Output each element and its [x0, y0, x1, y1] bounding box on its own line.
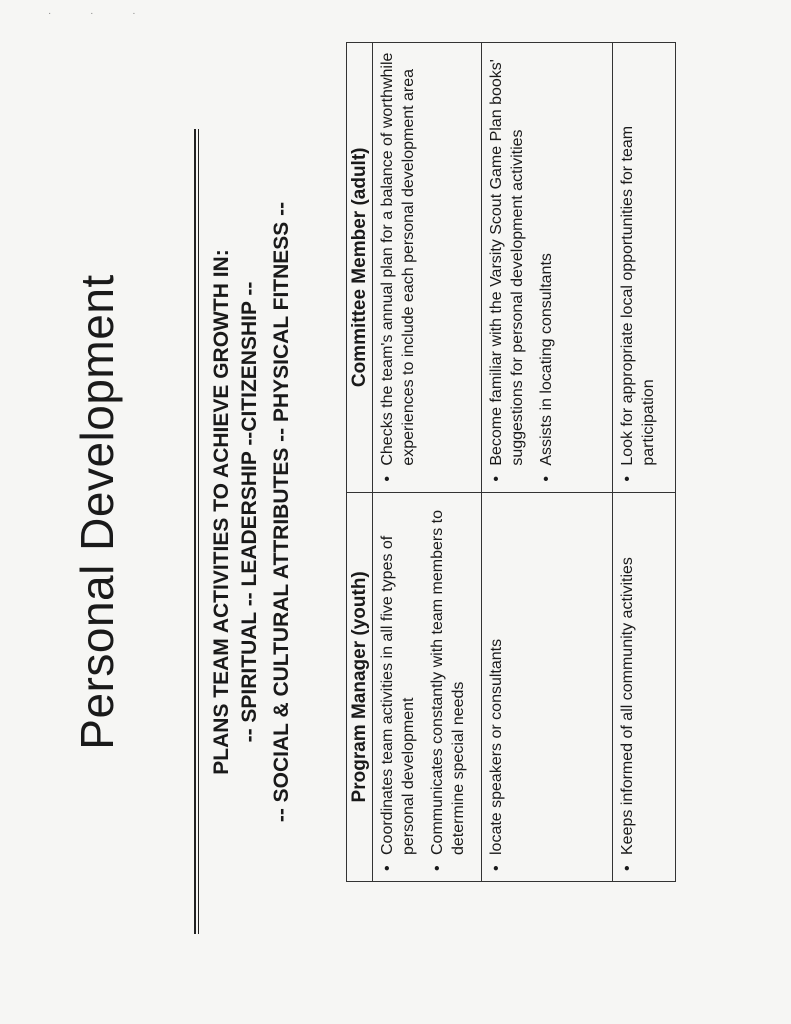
table-cell-committee-member [372, 43, 481, 493]
bullet-list [377, 501, 469, 873]
table-cell-program-manager [612, 492, 675, 881]
list-item: • Look for appropriate local opportunities for team participation [617, 51, 659, 466]
rotated-content [36, 52, 756, 962]
table-cell-program-manager [481, 492, 612, 881]
page-title: Personal Development [70, 274, 123, 750]
list-item: • Assists in locating consultants [536, 51, 557, 466]
bullet-list [617, 501, 638, 873]
table-header-row [346, 43, 372, 882]
table-cell-program-manager [372, 492, 481, 881]
table-row [612, 43, 675, 882]
table-cell-committee-member [612, 43, 675, 493]
title-divider [194, 129, 199, 934]
table-row [372, 43, 481, 882]
bullet-list [377, 51, 419, 484]
list-item: • Checks the team's annual plan for a balance of worthwhile experiences to include each personal development area [377, 51, 419, 466]
list-item: • locate speakers or consultants [486, 501, 507, 855]
headline-line-1: PLANS TEAM ACTIVITIES TO ACHIEVE GROWTH IN: [209, 249, 233, 775]
column-header-program-manager: Program Manager (youth) [346, 492, 372, 881]
column-header-committee-member: Committee Member (adult) [346, 43, 372, 493]
list-item: • Communicates constantly with team members to determine special needs [427, 501, 469, 855]
bullet-list [617, 51, 659, 484]
list-item: • Coordinates team activities in all five types of personal development [377, 501, 419, 855]
scan-specks: · · · [48, 8, 154, 19]
bullet-list [486, 51, 557, 484]
headline-line-2: -- SPIRITUAL -- LEADERSHIP --CITIZENSHIP -- [237, 281, 261, 743]
list-item: • Keeps informed of all community activities [617, 501, 638, 855]
headline-line-3: -- SOCIAL & CULTURAL ATTRIBUTES -- PHYSICAL FITNESS -- [269, 201, 293, 823]
table-row [481, 43, 612, 882]
list-item: • Become familiar with the Varsity Scout Game Plan books' suggestions for personal development activities [486, 51, 528, 466]
bullet-list [486, 501, 507, 873]
table-cell-committee-member [481, 43, 612, 493]
roles-table [346, 42, 676, 882]
